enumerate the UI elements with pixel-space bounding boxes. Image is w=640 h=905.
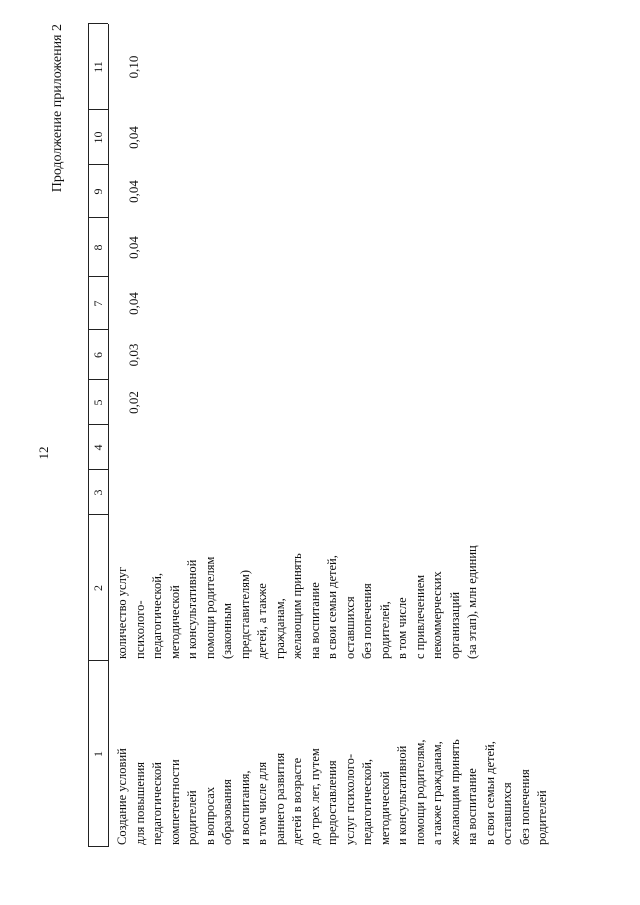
column-divider bbox=[88, 424, 108, 425]
row-value-cell: 0,04 bbox=[126, 236, 141, 259]
column-number: 3 bbox=[91, 489, 105, 496]
column-divider bbox=[88, 514, 108, 515]
column-number: 11 bbox=[91, 61, 105, 73]
table-header-top-rule bbox=[88, 24, 89, 847]
row-value-cell: 0,04 bbox=[126, 292, 141, 315]
column-divider bbox=[88, 846, 108, 847]
row-value-cell: 0,03 bbox=[126, 343, 141, 367]
column-divider bbox=[88, 109, 108, 110]
column-number: 8 bbox=[91, 244, 105, 251]
table-header-bottom-rule bbox=[108, 24, 109, 847]
column-number: 9 bbox=[91, 188, 105, 195]
column-divider bbox=[88, 276, 108, 277]
column-number: 7 bbox=[91, 300, 105, 307]
row-value-cell: 0,04 bbox=[126, 180, 141, 203]
column-number: 10 bbox=[91, 131, 105, 144]
row-value-cell: 0,10 bbox=[126, 55, 141, 79]
column-divider bbox=[88, 379, 108, 380]
column-divider bbox=[88, 217, 108, 218]
column-number: 5 bbox=[91, 399, 105, 406]
row-value-cell: 0,02 bbox=[126, 391, 141, 414]
column-divider bbox=[88, 23, 108, 24]
row-column-1-text: Создание условий для повышения педагогической компетентности родителей в вопросах образования и воспитания, в том числе для раннего развития детей в возрасте до трех лет, путем предоставления услуг психолого- педагогической, методической и консультативной помощи родителям, а также гражданам, желающим принять на воспитание в свои семьи детей, оставшихся без попечения родителей bbox=[115, 739, 549, 845]
column-number: 6 bbox=[91, 352, 105, 358]
continuation-label: Продолжение приложения 2 bbox=[50, 24, 65, 193]
row-value-cell: 0,04 bbox=[126, 126, 141, 149]
column-divider bbox=[88, 469, 108, 470]
column-divider bbox=[88, 329, 108, 330]
page-number: 12 bbox=[36, 446, 51, 460]
column-number: 2 bbox=[91, 585, 105, 591]
column-number: 4 bbox=[91, 444, 105, 451]
row-column-2-text: количество услуг психолого- педагогической, методической и консультативной помощи родителям (законным представителям) детей, а также гражданам, желающим принять на воспитание в свои семьи детей, оставшихся без попечения родителей, в том числе с привлечением некоммерческих организаций (за этап), млн единиц bbox=[115, 545, 479, 659]
column-number: 1 bbox=[91, 751, 105, 757]
column-divider bbox=[88, 660, 108, 661]
column-divider bbox=[88, 164, 108, 165]
